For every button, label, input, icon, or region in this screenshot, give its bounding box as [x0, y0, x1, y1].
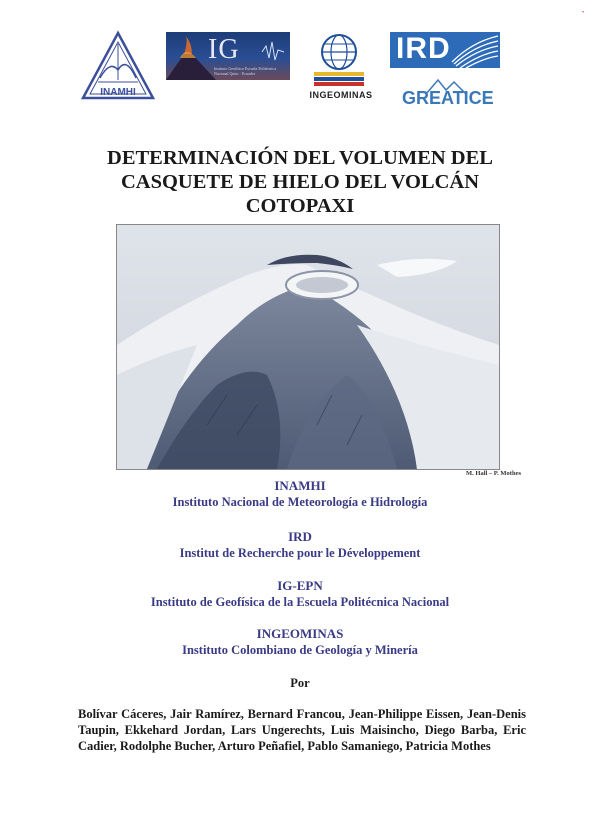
institution-abbr: INGEOMINAS: [256, 626, 344, 641]
ig-logo-text: IG: [208, 34, 240, 65]
cotopaxi-crater-photo: [116, 224, 500, 470]
corner-mark: •: [582, 10, 585, 16]
ird-logo-text: IRD: [396, 32, 451, 65]
ig-logo-subtitle: Instituto Geofísico Escuela Politécnica Nacional Quito · Ecuador: [214, 66, 277, 76]
title-line-1: DETERMINACIÓN DEL VOLUMEN DEL: [107, 147, 493, 169]
institution-name: Instituto Colombiano de Geología y Minería: [182, 643, 418, 657]
institution-name: Instituto Nacional de Meteorología e Hidrología: [172, 495, 428, 509]
ingeominas-logo: [304, 32, 374, 102]
globe-icon: [304, 32, 374, 90]
greatice-logo-text: GREATICE: [402, 88, 494, 108]
ingeominas-logo-text: INGEOMINAS: [309, 90, 373, 100]
document-title: [60, 146, 540, 218]
authors-list: Bolívar Cáceres, Jair Ramírez, Bernard Francou, Jean-Philippe Eissen, Jean-Denis Taupin, Ekkehard Jordan, Lars Ungerechts, Luis Maisincho, Diego Barba, Eric Cadier, Rodolphe Bucher, Arturo Peñafiel, Pablo Samaniego, Patricia Mothes: [78, 707, 526, 753]
ird-logo: [390, 32, 500, 68]
greatice-logo: [396, 78, 496, 112]
inamhi-triangle-icon: [80, 30, 156, 102]
ird-stripes-icon: [390, 32, 500, 68]
institution-abbr: INAMHI: [274, 478, 326, 493]
institution-name: Instituto de Geofísica de la Escuela Politécnica Nacional: [150, 595, 450, 609]
por-label: Por: [290, 676, 310, 690]
ig-epn-logo: [166, 32, 290, 80]
institution-abbr: IRD: [288, 529, 312, 544]
institution-ig-epn: [60, 578, 540, 610]
institution-ird: [60, 529, 540, 561]
institution-inamhi: [60, 478, 540, 510]
inamhi-logo: [80, 30, 156, 102]
photo-credit: M. Hall – P. Mothes: [466, 470, 522, 477]
inamhi-logo-text: INAMHI: [100, 87, 136, 98]
institution-name: Institut de Recherche pour le Développement: [179, 546, 421, 560]
title-line-3: COTOPAXI: [245, 195, 355, 217]
institution-ingeominas: [60, 626, 540, 658]
title-line-2: CASQUETE DE HIELO DEL VOLCÁN: [120, 171, 480, 193]
volcano-photo-image: [117, 225, 499, 469]
institution-abbr: IG-EPN: [277, 578, 323, 593]
